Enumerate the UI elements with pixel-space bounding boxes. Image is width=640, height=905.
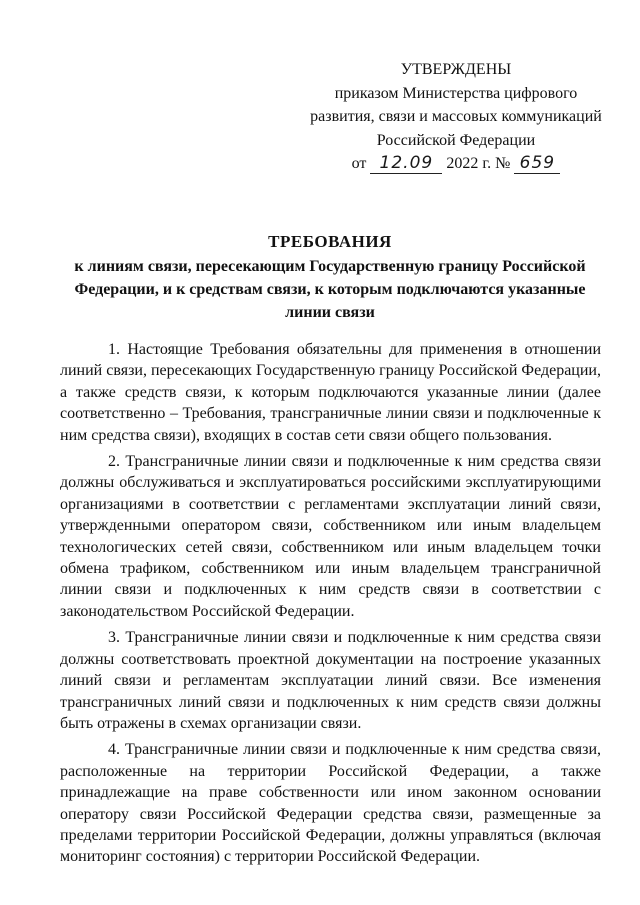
number-field	[514, 154, 560, 174]
paragraph-4: 4. Трансграничные линии связи и подключенные к ним средства связи, расположенные на территории Российской Федерации, а также принадлежащие на праве собственности или ином законном основании оператору связи Российской Федерации средства связи, размещенные за пределами территории Российской Федерации, должны управляться (включая мониторинг состояния) с территории Российской Федерации.	[60, 741, 601, 866]
document-body	[60, 339, 601, 873]
date-prefix: от	[351, 155, 367, 172]
date-field	[370, 154, 442, 174]
approval-heading: УТВЕРЖДЕНЫ	[400, 61, 512, 78]
order-date-number-line	[296, 152, 616, 176]
title-main: ТРЕБОВАНИЯ	[268, 232, 392, 251]
approval-order-line-1: приказом Министерства цифрового	[334, 84, 578, 102]
handwritten-date: 12.09	[379, 153, 434, 173]
handwritten-number: 659	[519, 153, 556, 173]
title-subtitle: к линиям связи, пересекающим Государственную границу Российской Федерации, и к средствам связи, к которым подключаются указанные линии связи	[74, 258, 586, 321]
paragraph-3: 3. Трансграничные линии связи и подключенные к ним средства связи должны соответствовать проектной документации на построение указанных линий связи и регламентам эксплуатации линий связи. Все изменения трансграничных линий связи и подключенных к ним средств связи должны быть отражены в схемах организации связи.	[60, 629, 601, 732]
approval-order-line-2: развития, связи и массовых коммуникаций	[310, 108, 602, 125]
paragraph-2: 2. Трансграничные линии связи и подключенные к ним средства связи должны обслуживаться и эксплуатироваться российскими эксплуатирующими организациями в соответствии с регламентами эксплуатации линий связи, утвержденными оператором связи, собственником или иным владельцем технологических сетей связи, собственником или иным владельцем точки обмена трафиком, собственником или иным владельцем трансграничной линии связи и подключенных к ним средств связи в соответствии с законодательством Российской Федерации.	[60, 453, 601, 620]
document-title	[60, 230, 600, 324]
year-and-number-label: 2022 г. №	[446, 155, 511, 172]
paragraph-1: 1. Настоящие Требования обязательны для применения в отношении линий связи, пересекающих Государственную границу Российской Федерации, а также средств связи, к которым подключаются указанные линии (далее соответственно – Требования, трансграничные линии связи и подключенные к ним средства связи), входящих в состав сети связи общего пользования.	[60, 341, 601, 444]
approval-order-line-3: Российской Федерации	[376, 131, 536, 149]
approval-block	[296, 58, 616, 176]
